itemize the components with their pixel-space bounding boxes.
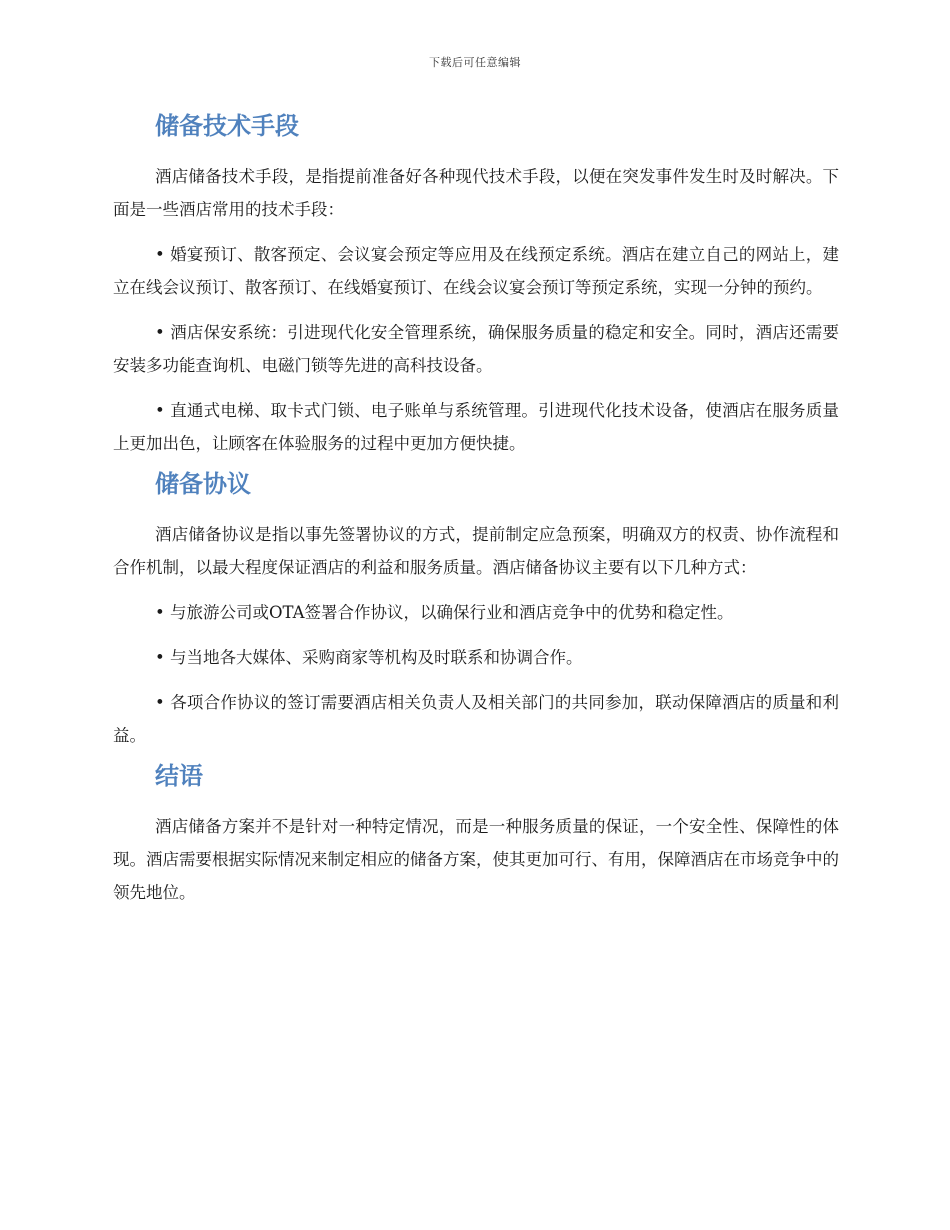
bullet-item: • 直通式电梯、取卡式门锁、电子账单与系统管理。引进现代化技术设备，使酒店在服务质量上更加出色，让顾客在体验服务的过程中更加方便快捷。 — [113, 401, 839, 453]
section-intro-tech: 酒店储备技术手段，是指提前准备好各种现代技术手段，以便在突发事件发生时及时解决。下面是一些酒店常用的技术手段： — [113, 167, 839, 219]
document-body — [113, 106, 839, 909]
bullet-item: • 各项合作协议的签订需要酒店相关负责人及相关部门的共同参加，联动保障酒店的质量和利益。 — [113, 693, 839, 745]
bullet-item: • 酒店保安系统：引进现代化安全管理系统，确保服务质量的稳定和安全。同时，酒店还需要安装多功能查询机、电磁门锁等先进的高科技设备。 — [113, 323, 839, 375]
section-intro-conclusion: 酒店储备方案并不是针对一种特定情况，而是一种服务质量的保证，一个安全性、保障性的体现。酒店需要根据实际情况来制定相应的储备方案，使其更加可行、有用，保障酒店在市场竞争中的领先地位。 — [113, 817, 839, 902]
section-title-conclusion: 结语 — [155, 762, 203, 790]
page-header-note: 下载后可任意编辑 — [429, 56, 521, 69]
bullet-item: • 与旅游公司或OTA签署合作协议，以确保行业和酒店竞争中的优势和稳定性。 — [155, 603, 734, 622]
section-intro-agreement: 酒店储备协议是指以事先签署协议的方式，提前制定应急预案，明确双方的权责、协作流程和合作机制，以最大程度保证酒店的利益和服务质量。酒店储备协议主要有以下几种方式： — [113, 525, 839, 577]
bullet-item: • 婚宴预订、散客预定、会议宴会预定等应用及在线预定系统。酒店在建立自己的网站上，建立在线会议预订、散客预订、在线婚宴预订、在线会议宴会预订等预定系统，实现一分钟的预约。 — [113, 245, 839, 297]
section-title-tech: 储备技术手段 — [155, 112, 299, 140]
section-title-agreement: 储备协议 — [155, 470, 251, 498]
bullet-item: • 与当地各大媒体、采购商家等机构及时联系和协调合作。 — [155, 648, 583, 667]
